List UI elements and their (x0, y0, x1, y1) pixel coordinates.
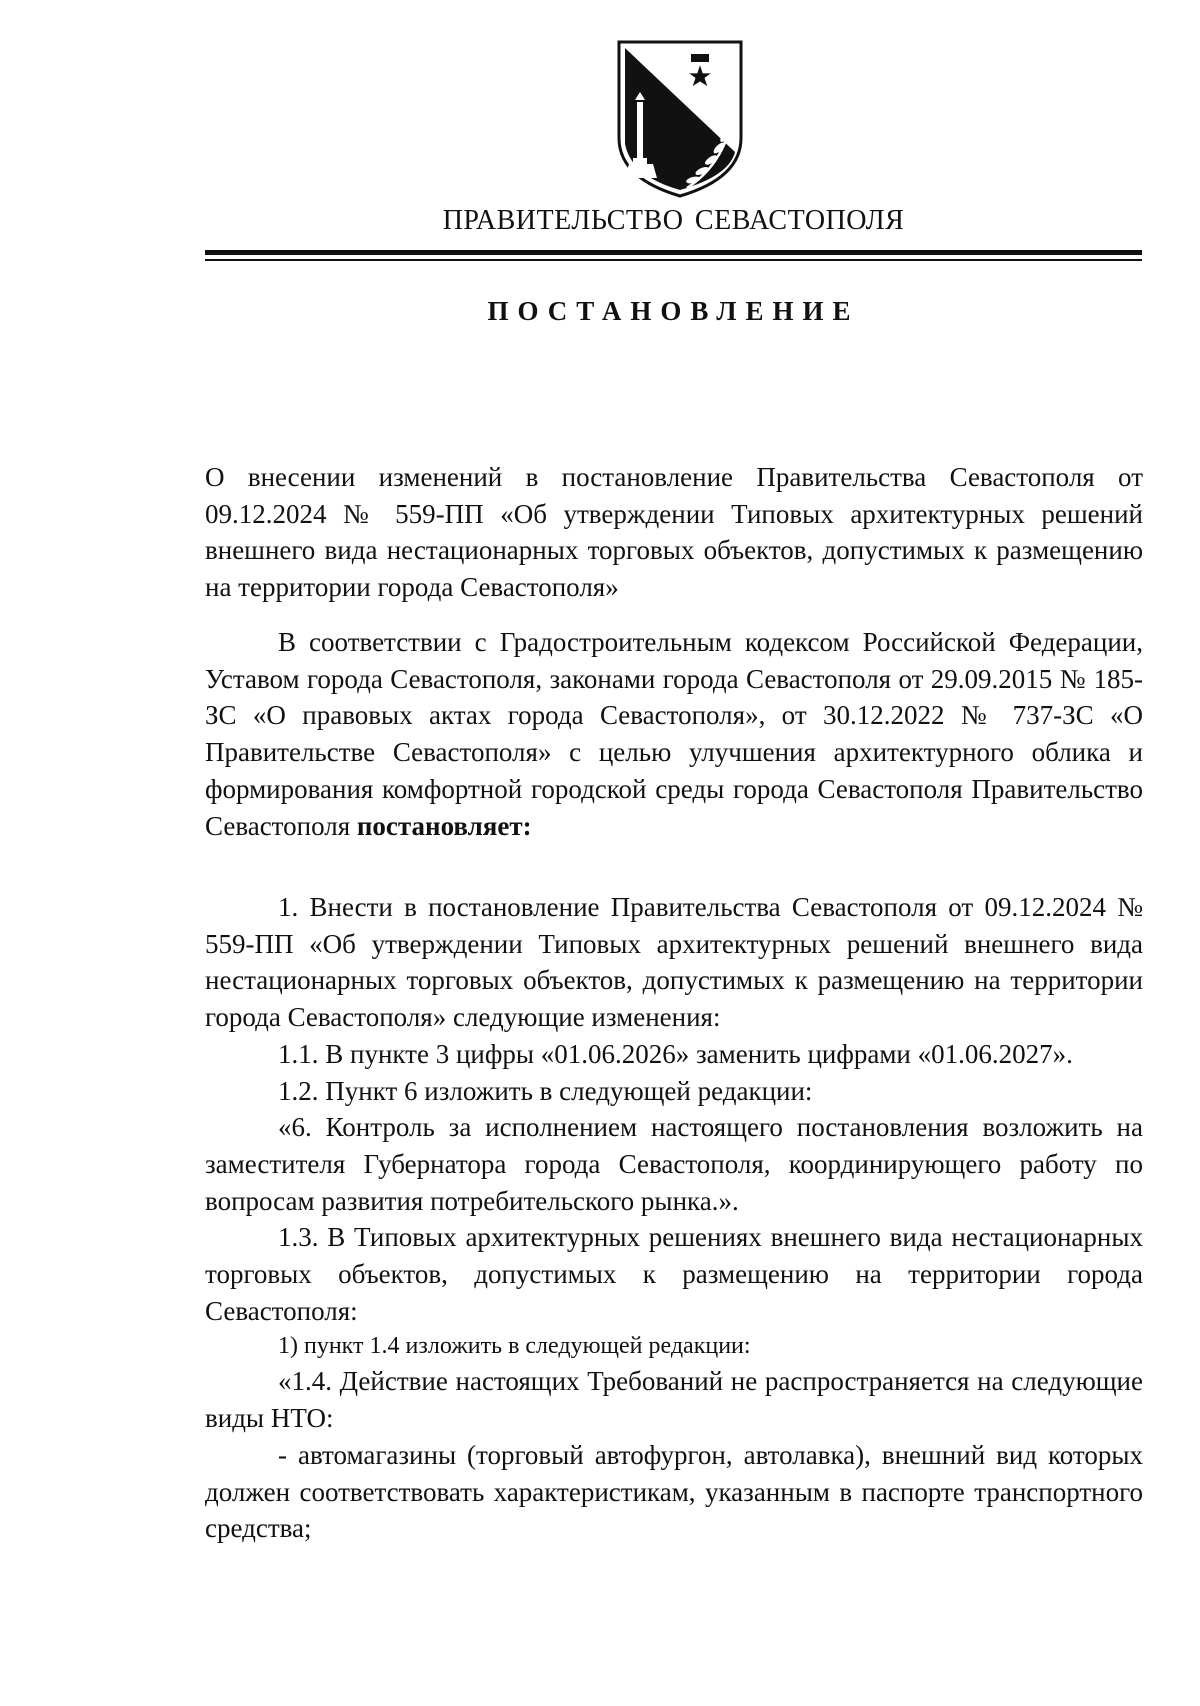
header-rule-thick (205, 250, 1142, 255)
clause-6-text: «6. Контроль за исполнением настоящего постановления возложить на заместителя Губернатора города Севастополя, координирующего работу по вопросам развития потребительского рынка.». (205, 1112, 1143, 1216)
document-body (205, 889, 1143, 1547)
subject-text: О внесении изменений в постановление Правительства Севастополя от 09.12.2024 № 559-ПП «Об утверждении Типовых архитектурных решений внешнего вида нестационарных торговых объектов, допустимых к размещению на территории города Севастополя» (205, 462, 1143, 603)
organization-title: ПРАВИТЕЛЬСТВО СЕВАСТОПОЛЯ (442, 205, 905, 236)
list-item-1: 1) пункт 1.4 изложить в следующей редакции: (278, 1333, 751, 1360)
clause-1-2: 1.2. Пункт 6 изложить в следующей редакции: (278, 1075, 813, 1106)
document-type-title: ПОСТАНОВЛЕНИЕ (487, 296, 860, 326)
decree-word: постановляет: (356, 810, 532, 841)
dash-item-autoshops: - автомагазины (торговый автофургон, автолавка), внешний вид которых должен соответствовать характеристикам, указанным в паспорте транспортного средства; (205, 1439, 1143, 1544)
header-rule-thin (205, 259, 1142, 261)
document-subject (205, 459, 1143, 606)
preamble (205, 624, 1143, 844)
coat-of-arms-icon (613, 40, 747, 198)
clause-1: 1. Внести в постановление Правительства Севастополя от 09.12.2024 № 559-ПП «Об утверждении Типовых архитектурных решений внешнего вида нестационарных торговых объектов, допустимых к размещению на территории города Севастополя» следующие изменения: (205, 892, 1143, 1033)
clause-1-4-text: «1.4. Действие настоящих Требований не распространяется на следующие виды НТО: (205, 1366, 1143, 1434)
clause-1-3: 1.3. В Типовых архитектурных решениях внешнего вида нестационарных торговых объектов, допустимых к размещению на территории города Севастополя: (205, 1222, 1143, 1326)
preamble-text: В соответствии с Градостроительным кодексом Российской Федерации, Уставом города Севастополя, законами города Севастополя от 29.09.2015 № 185-ЗС «О правовых актах города Севастополя», от 30.12.2022 № 737-ЗС «О Правительстве Севастополя» с целью улучшения архитектурного облика и формирования комфортной городской среды города Севастополя Правительство Севастополя (205, 627, 1143, 841)
clause-1-1: 1.1. В пункте 3 цифры «01.06.2026» заменить цифрами «01.06.2027». (278, 1038, 1073, 1069)
preamble-paragraph (205, 624, 1143, 844)
